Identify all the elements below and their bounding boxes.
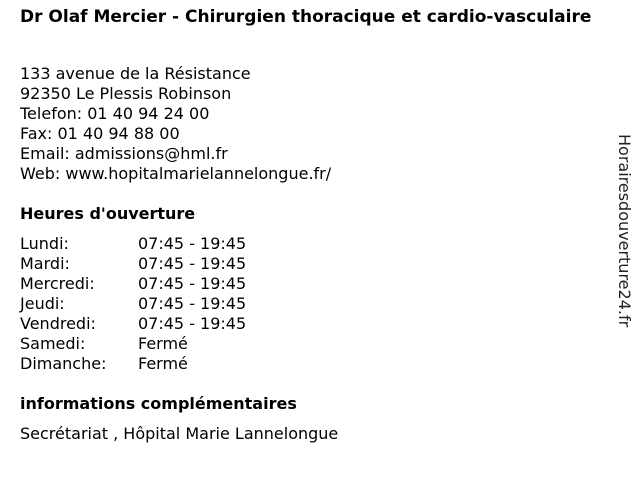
- day-label: Samedi:: [20, 334, 86, 353]
- hours-value: 07:45 - 19:45: [138, 234, 247, 253]
- fax-number: Fax: 01 40 94 88 00: [20, 124, 180, 143]
- website-address: Web: www.hopitalmarielannelongue.fr/: [20, 164, 332, 183]
- opening-hours-heading: Heures d'ouverture: [20, 204, 196, 223]
- address-city: 92350 Le Plessis Robinson: [20, 84, 232, 103]
- day-label: Dimanche:: [20, 354, 107, 373]
- hours-value: Fermé: [138, 354, 188, 373]
- hours-value: Fermé: [138, 334, 188, 353]
- day-label: Mercredi:: [20, 274, 95, 293]
- hours-value: 07:45 - 19:45: [138, 314, 247, 333]
- day-label: Mardi:: [20, 254, 70, 273]
- page-title: Dr Olaf Mercier - Chirurgien thoracique et cardio-vasculaire: [20, 7, 592, 27]
- day-label: Vendredi:: [20, 314, 96, 333]
- contact-block: [20, 64, 331, 184]
- hours-value: 07:45 - 19:45: [138, 254, 247, 273]
- hours-value: 07:45 - 19:45: [138, 274, 247, 293]
- email-address: Email: admissions@hml.fr: [20, 144, 228, 163]
- additional-info-text: Secrétariat , Hôpital Marie Lannelongue: [20, 424, 339, 443]
- day-label: Lundi:: [20, 234, 69, 253]
- address-street: 133 avenue de la Résistance: [20, 64, 251, 83]
- additional-info-heading: informations complémentaires: [20, 394, 297, 413]
- phone-number: Telefon: 01 40 94 24 00: [20, 104, 210, 123]
- site-watermark: Horairesdouverture24.fr: [615, 134, 634, 328]
- day-label: Jeudi:: [20, 294, 65, 313]
- hours-value: 07:45 - 19:45: [138, 294, 247, 313]
